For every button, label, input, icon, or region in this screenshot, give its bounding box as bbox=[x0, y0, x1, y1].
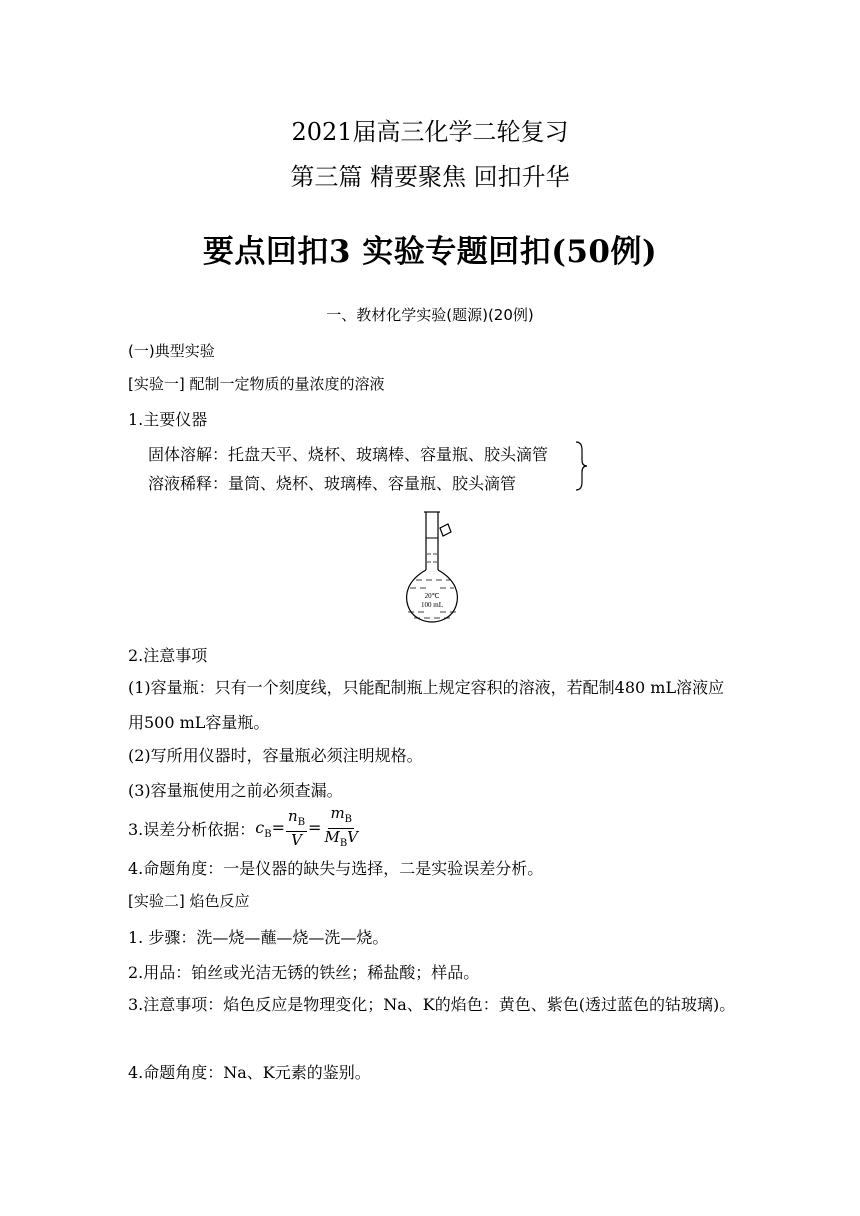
flask-volume-label: 100 mL bbox=[421, 601, 443, 609]
formula-v2: V bbox=[347, 827, 359, 846]
formula-molar-mass-sub: B bbox=[339, 837, 348, 849]
flame-step-4: 4.命题角度：Na、K元素的鉴别。 bbox=[128, 1063, 371, 1082]
part-title: 第三篇 精要聚焦 回扣升华 bbox=[290, 163, 570, 191]
note-2: (2)写所用仪器时，容量瓶必须注明规格。 bbox=[128, 746, 423, 765]
error-analysis-prefix: 3.误差分析依据： bbox=[128, 819, 256, 839]
instruments-dilute: 溶液稀释：量筒、烧杯、玻璃棒、容量瓶、胶头滴管 bbox=[148, 474, 517, 493]
note-1: (1)容量瓶：只有一个刻度线，只能配制瓶上规定容积的溶液，若配制480 mL溶液应用500 mL容量瓶。 bbox=[128, 678, 725, 732]
concentration-formula bbox=[255, 805, 361, 852]
formula-c-sub: B bbox=[264, 828, 272, 840]
formula-n: n bbox=[288, 806, 298, 825]
formula-molar-mass: M bbox=[324, 827, 340, 846]
experiment-1-title: [实验一] 配制一定物质的量浓度的溶液 bbox=[128, 375, 385, 393]
formula-c: c bbox=[255, 817, 265, 837]
subsection-heading: (一)典型实验 bbox=[128, 342, 215, 360]
notes-heading: 2.注意事项 bbox=[128, 646, 208, 665]
formula-v: V bbox=[291, 830, 302, 849]
formula-eq-1: = bbox=[271, 817, 286, 837]
series-title: 2021届高三化学二轮复习 bbox=[291, 118, 569, 146]
formula-n-sub: B bbox=[297, 816, 306, 828]
note-3: (3)容量瓶使用之前必须查漏。 bbox=[128, 781, 343, 800]
volumetric-flask-illustration bbox=[398, 508, 468, 626]
formula-eq-2: = bbox=[308, 817, 322, 837]
formula-m-sub: B bbox=[344, 813, 353, 825]
exam-angle-1: 4.命题角度：一是仪器的缺失与选择，二是实验误差分析。 bbox=[128, 859, 544, 878]
fraction-m-over-mv bbox=[322, 805, 360, 852]
right-brace-icon bbox=[574, 440, 590, 492]
flame-step-3: 3.注意事项：焰色反应是物理变化；Na、K的焰色：黄色、紫色(透过蓝色的钴玻璃)。 bbox=[128, 995, 736, 1014]
experiment-2-title: [实验二] 焰色反应 bbox=[128, 892, 250, 910]
flame-step-1: 1. 步骤：洗—烧—蘸—烧—洗—烧。 bbox=[128, 928, 389, 947]
section-heading: 一、教材化学实验(题源)(20例) bbox=[326, 306, 534, 324]
flask-temp-label: 20℃ bbox=[424, 592, 440, 600]
instruments-heading: 1.主要仪器 bbox=[128, 410, 208, 429]
flame-step-2: 2.用品：铂丝或光洁无锈的铁丝；稀盐酸；样品。 bbox=[128, 963, 480, 982]
page-title: 要点回扣3 实验专题回扣(50例) bbox=[202, 234, 658, 270]
error-analysis-line bbox=[128, 803, 361, 849]
formula-m: m bbox=[330, 803, 345, 822]
instruments-solid: 固体溶解：托盘天平、烧杯、玻璃棒、容量瓶、胶头滴管 bbox=[148, 445, 549, 464]
fraction-n-over-v bbox=[286, 808, 307, 849]
